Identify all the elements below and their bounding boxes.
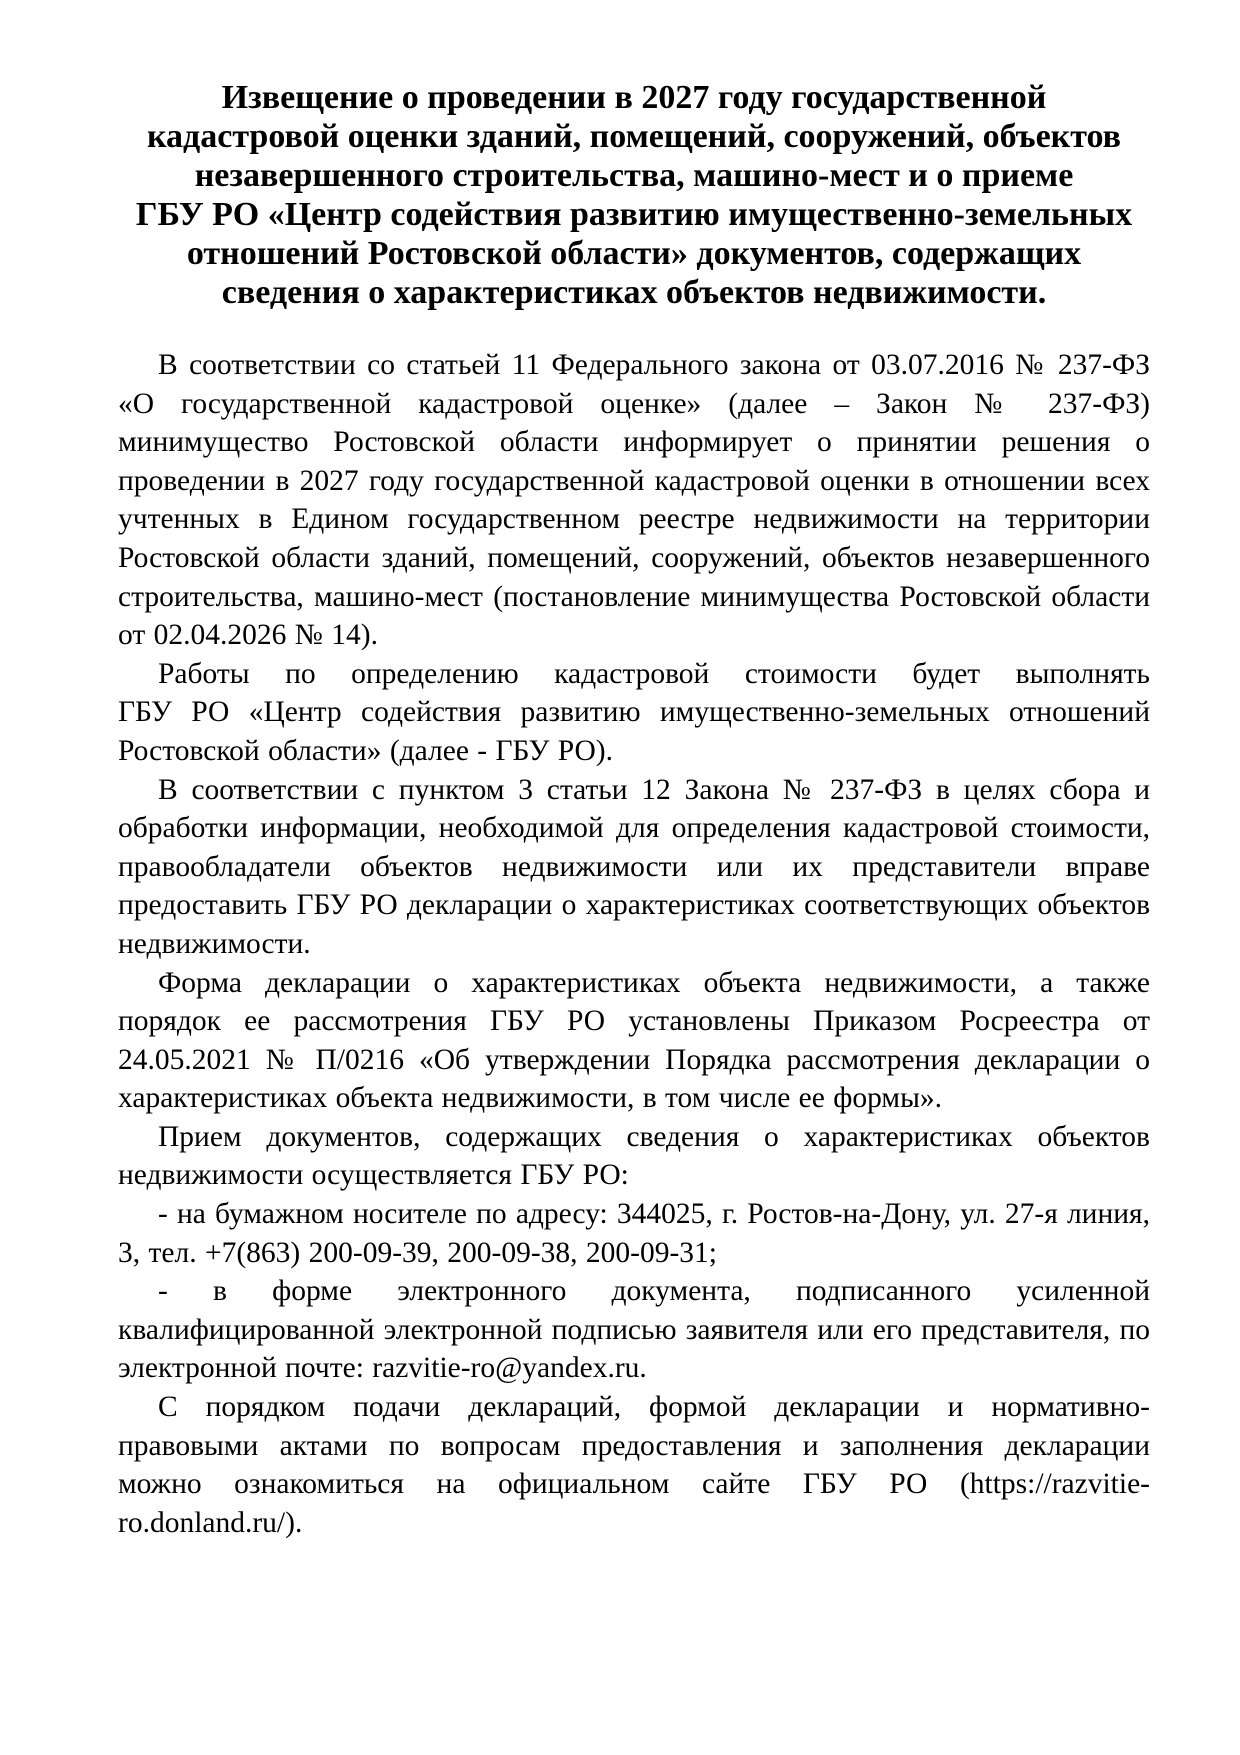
paragraph-declaration-right: В соответствии с пунктом 3 статьи 12 Закона № 237-ФЗ в целях сбора и обработки информации, необходимой для определения кадастровой стоимости, правообладатели объектов недвижимости или их представители вправе предоставить ГБУ РО декларации о характеристиках соответствующих объектов недвижимости.	[118, 773, 1150, 960]
document-title-line: незавершенного строительства, машино-мест и о приеме	[194, 157, 1074, 194]
paragraph-legal-basis: В соответствии со статьей 11 Федерального закона от 03.07.2016 № 237-ФЗ «О государственной кадастровой оценке» (далее – Закон № 237-ФЗ) минимущество Ростовской области информирует о принятии решения о проведении в 2027 году государственной кадастровой оценки в отношении всех учтенных в Едином государственном реестре недвижимости на территории Ростовской области зданий, помещений, сооружений, объектов незавершенного строительства, машино-мест (постановление минимущества Ростовской области от 02.04.2026 № 14).	[118, 349, 1150, 652]
paragraph-declaration-form-order: Форма декларации о характеристиках объекта недвижимости, а также порядок ее рассмотрения ГБУ РО установлены Приказом Росреестра от 24.05.2021 № П/0216 «Об утверждении Порядка рассмотрения декларации о характеристиках объекта недвижимости, в том числе ее формы».	[118, 966, 1150, 1115]
paragraph-electronic-submission: - в форме электронного документа, подписанного усиленной квалифицированной электронной подписью заявителя или его представителя, по электронной почте: razvitie-ro@yandex.ru.	[118, 1275, 1150, 1385]
document-title-line: кадастровой оценки зданий, помещений, сооружений, объектов	[146, 118, 1122, 155]
document-title-line: Извещение о проведении в 2027 году государственной	[221, 79, 1047, 116]
paragraph-acceptance-intro: Прием документов, содержащих сведения о характеристиках объектов недвижимости осуществляется ГБУ РО:	[118, 1120, 1150, 1192]
document-title-line: отношений Ростовской области» документов, содержащих	[186, 235, 1082, 272]
document-body	[118, 346, 1150, 1542]
document-title-line: сведения о характеристиках объектов недвижимости.	[221, 274, 1047, 311]
document-title-line: ГБУ РО «Центр содействия развитию имущественно-земельных	[135, 196, 1133, 233]
paragraph-executor: Работы по определению кадастровой стоимости будет выполнять ГБУ РО «Центр содействия развитию имущественно-земельных отношений Ростовской области» (далее - ГБУ РО).	[118, 657, 1150, 767]
document-title	[118, 78, 1150, 312]
paragraph-info-website: С порядком подачи деклараций, формой декларации и нормативно-правовыми актами по вопросам предоставления и заполнения декларации можно ознакомиться на официальном сайте ГБУ РО (https://razvitie-ro.donland.ru/).	[118, 1391, 1150, 1539]
paragraph-paper-address: - на бумажном носителе по адресу: 344025, г. Ростов-на-Дону, ул. 27-я линия, 3, тел. +7(863) 200-09-39, 200-09-38, 200-09-31;	[118, 1198, 1150, 1269]
